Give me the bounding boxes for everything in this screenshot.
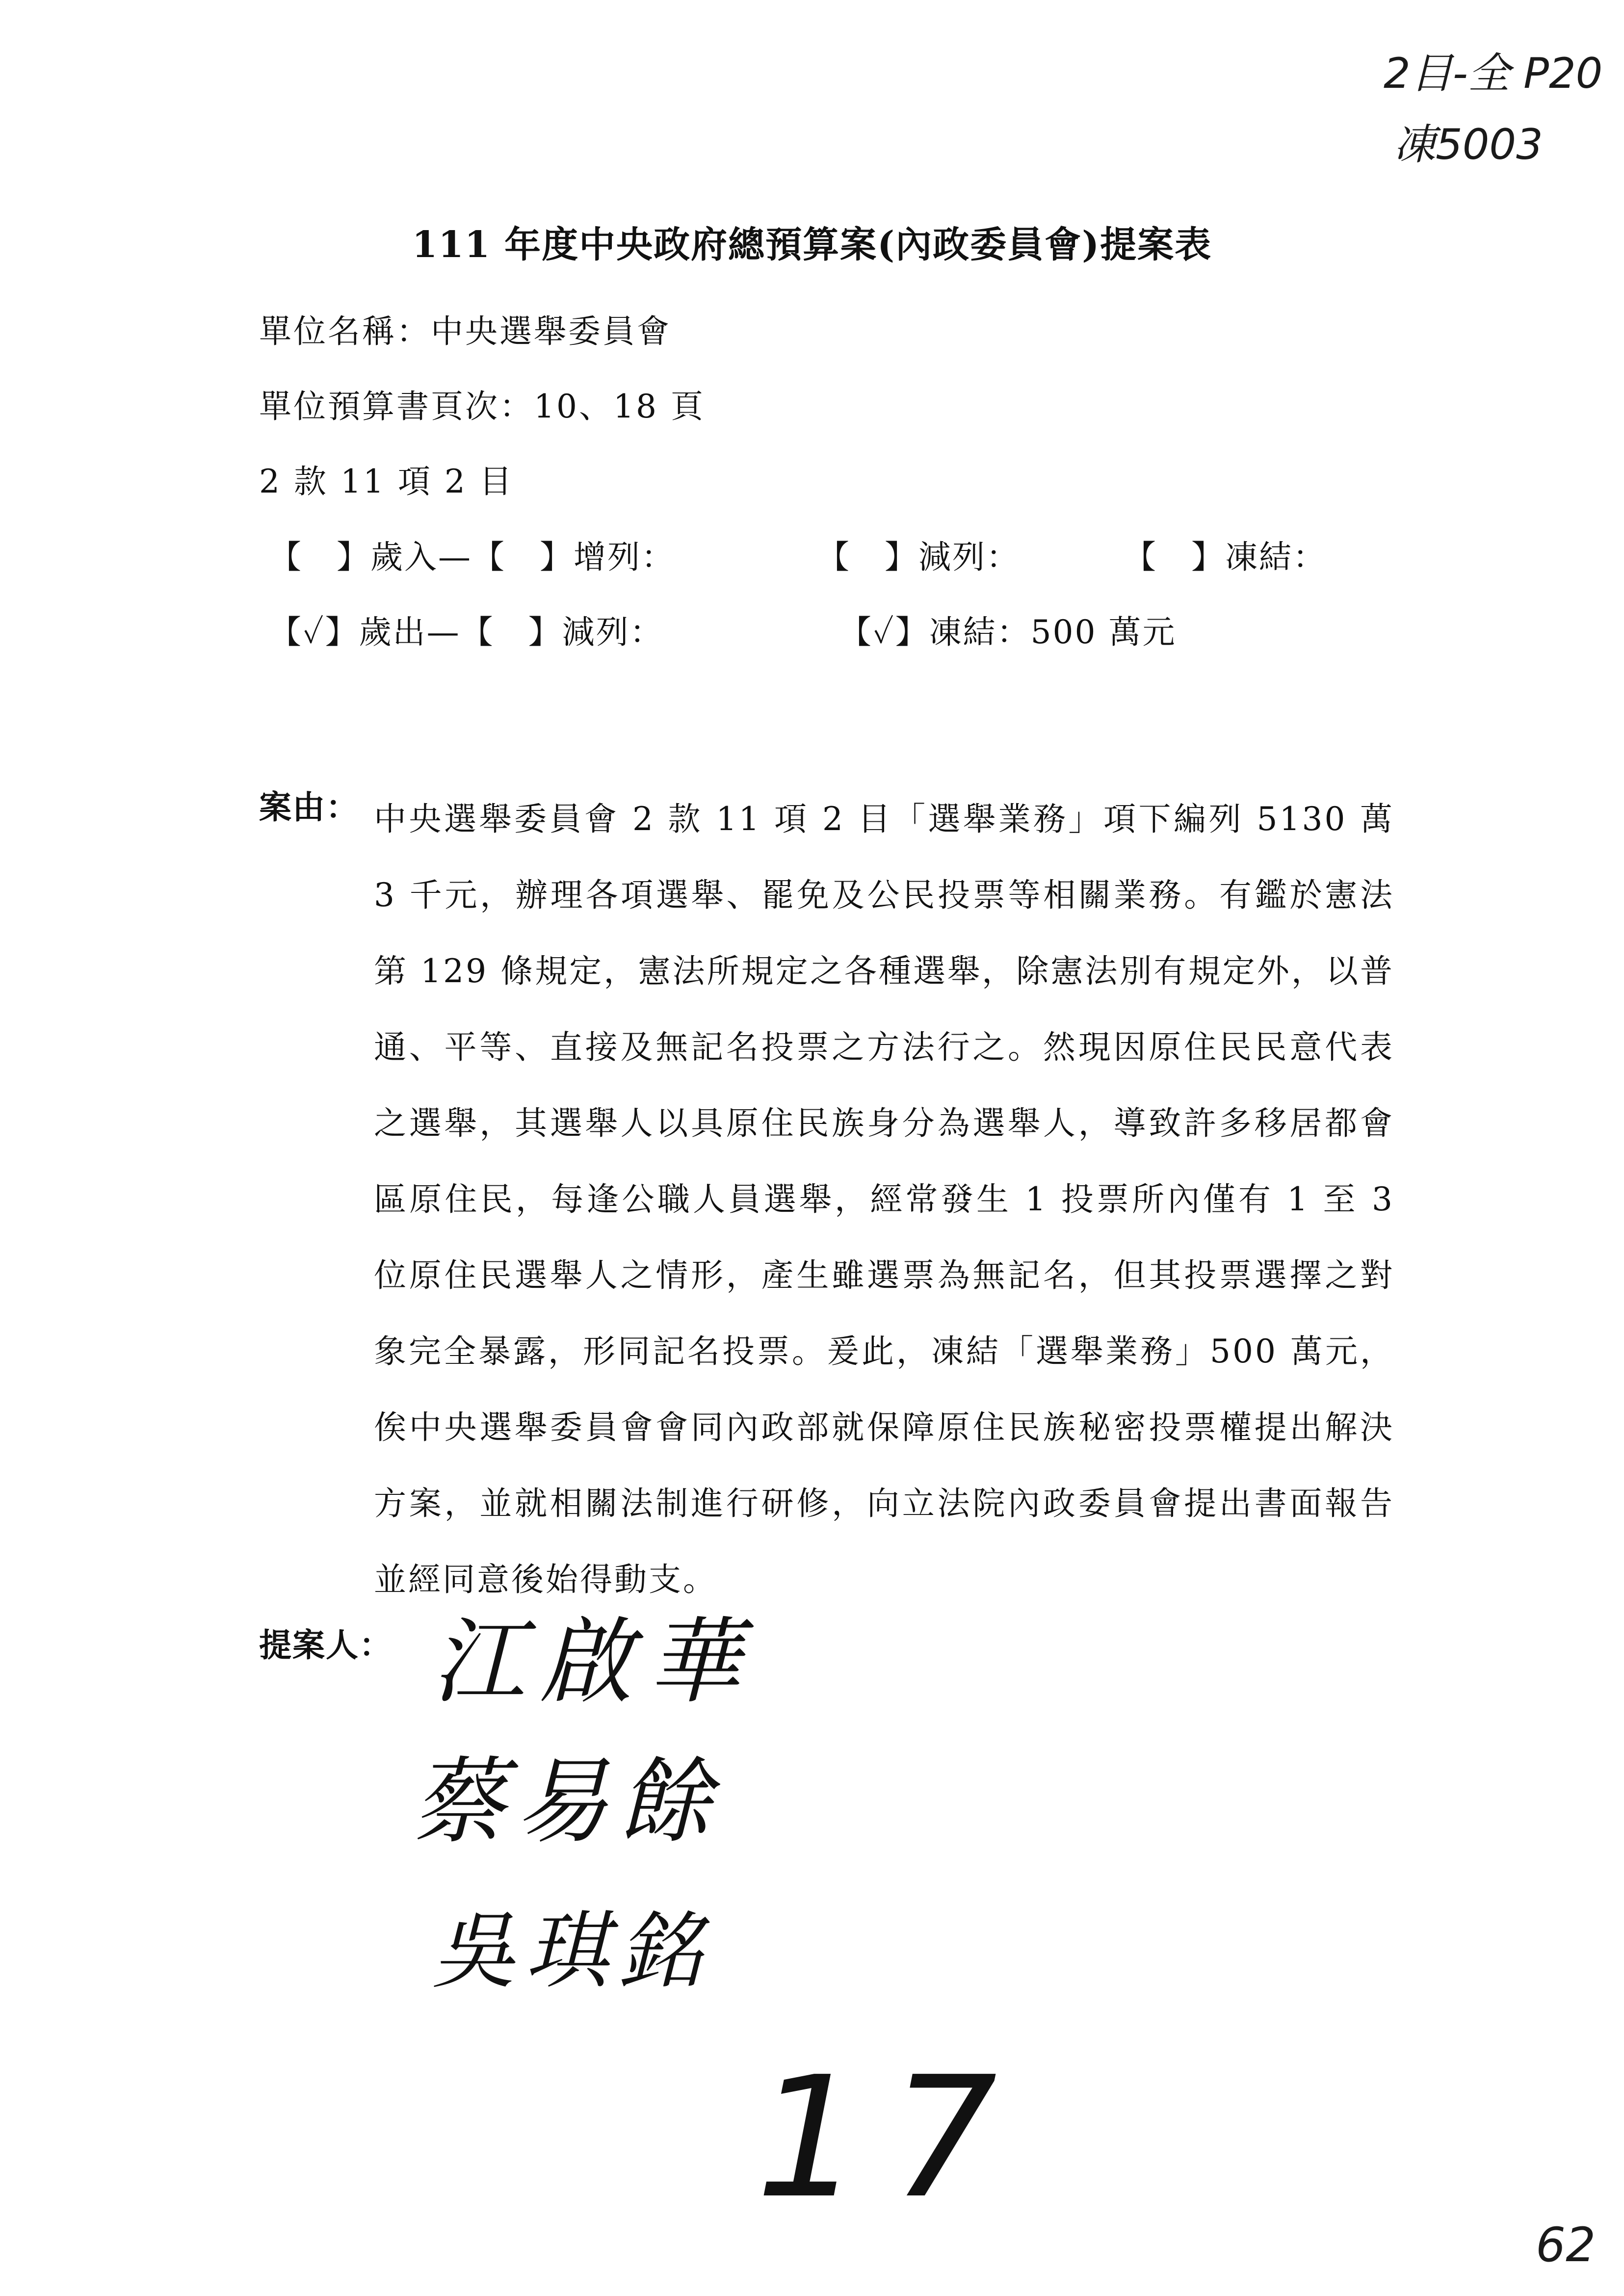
expenditure-freeze-checkbox: 【✓】凍結：500 萬元 — [839, 613, 1177, 651]
expenditure-cut-checkbox: 【✓】歲出—【 】減列： — [269, 613, 664, 651]
signature-2: 蔡易餘 — [412, 1748, 722, 1856]
budget-pages: 單位預算書頁次：10、18 頁 — [259, 388, 705, 425]
margin-note-line2: 凍5003 — [1393, 120, 1543, 169]
page-title: 111 年度中央政府總預算案(內政委員會)提案表 — [412, 224, 1212, 266]
unit-name: 單位名稱：中央選舉委員會 — [259, 313, 671, 350]
margin-note-line1: 2目-全 P20 — [1384, 49, 1603, 98]
budget-item: 2 款 11 項 2 目 — [259, 463, 514, 500]
revenue-increase-checkbox: 【 】歲入—【 】增列： — [269, 538, 675, 576]
handwritten-number: 17 — [756, 2041, 1027, 2235]
reason-label: 案由： — [259, 788, 359, 826]
signature-3: 吳琪銘 — [432, 1903, 712, 2000]
revenue-cut-checkbox: 【 】減列： — [817, 538, 1020, 576]
revenue-freeze-checkbox: 【 】凍結： — [1124, 538, 1327, 576]
reason-text: 中央選舉委員會 2 款 11 項 2 目「選舉業務」項下編列 5130 萬 3 千元，辦理各項選舉、罷免及公民投票等相關業務。有鑑於憲法第 129 條規定，憲法所規定之各種選舉，除憲法別有規定外，以普通、平等、直接及無記名投票之方法行之。然現因原住民民意代表之選舉，其選舉人以具原住民族身分為選舉人，導致許多移居都會區原住民，每逢公職人員選舉，經常發生 1 投票所內僅有 1 至 3 位原住民選舉人之情形，產生雖選票為無記名，但其投票選擇之對象完全暴露，形同記名投票。爰此，凍結「選舉業務」500 萬元，俟中央選舉委員會會同內政部就保障原住民族秘密投票權提出解決方案，並就相關法制進行研修，向立法院內政委員會提出書面報告並經同意後始得動支。 — [374, 800, 1394, 1598]
proposer-label: 提案人： — [259, 1626, 393, 1664]
signature-1: 江啟華 — [432, 1608, 756, 1716]
page-number: 62 — [1536, 2218, 1596, 2272]
